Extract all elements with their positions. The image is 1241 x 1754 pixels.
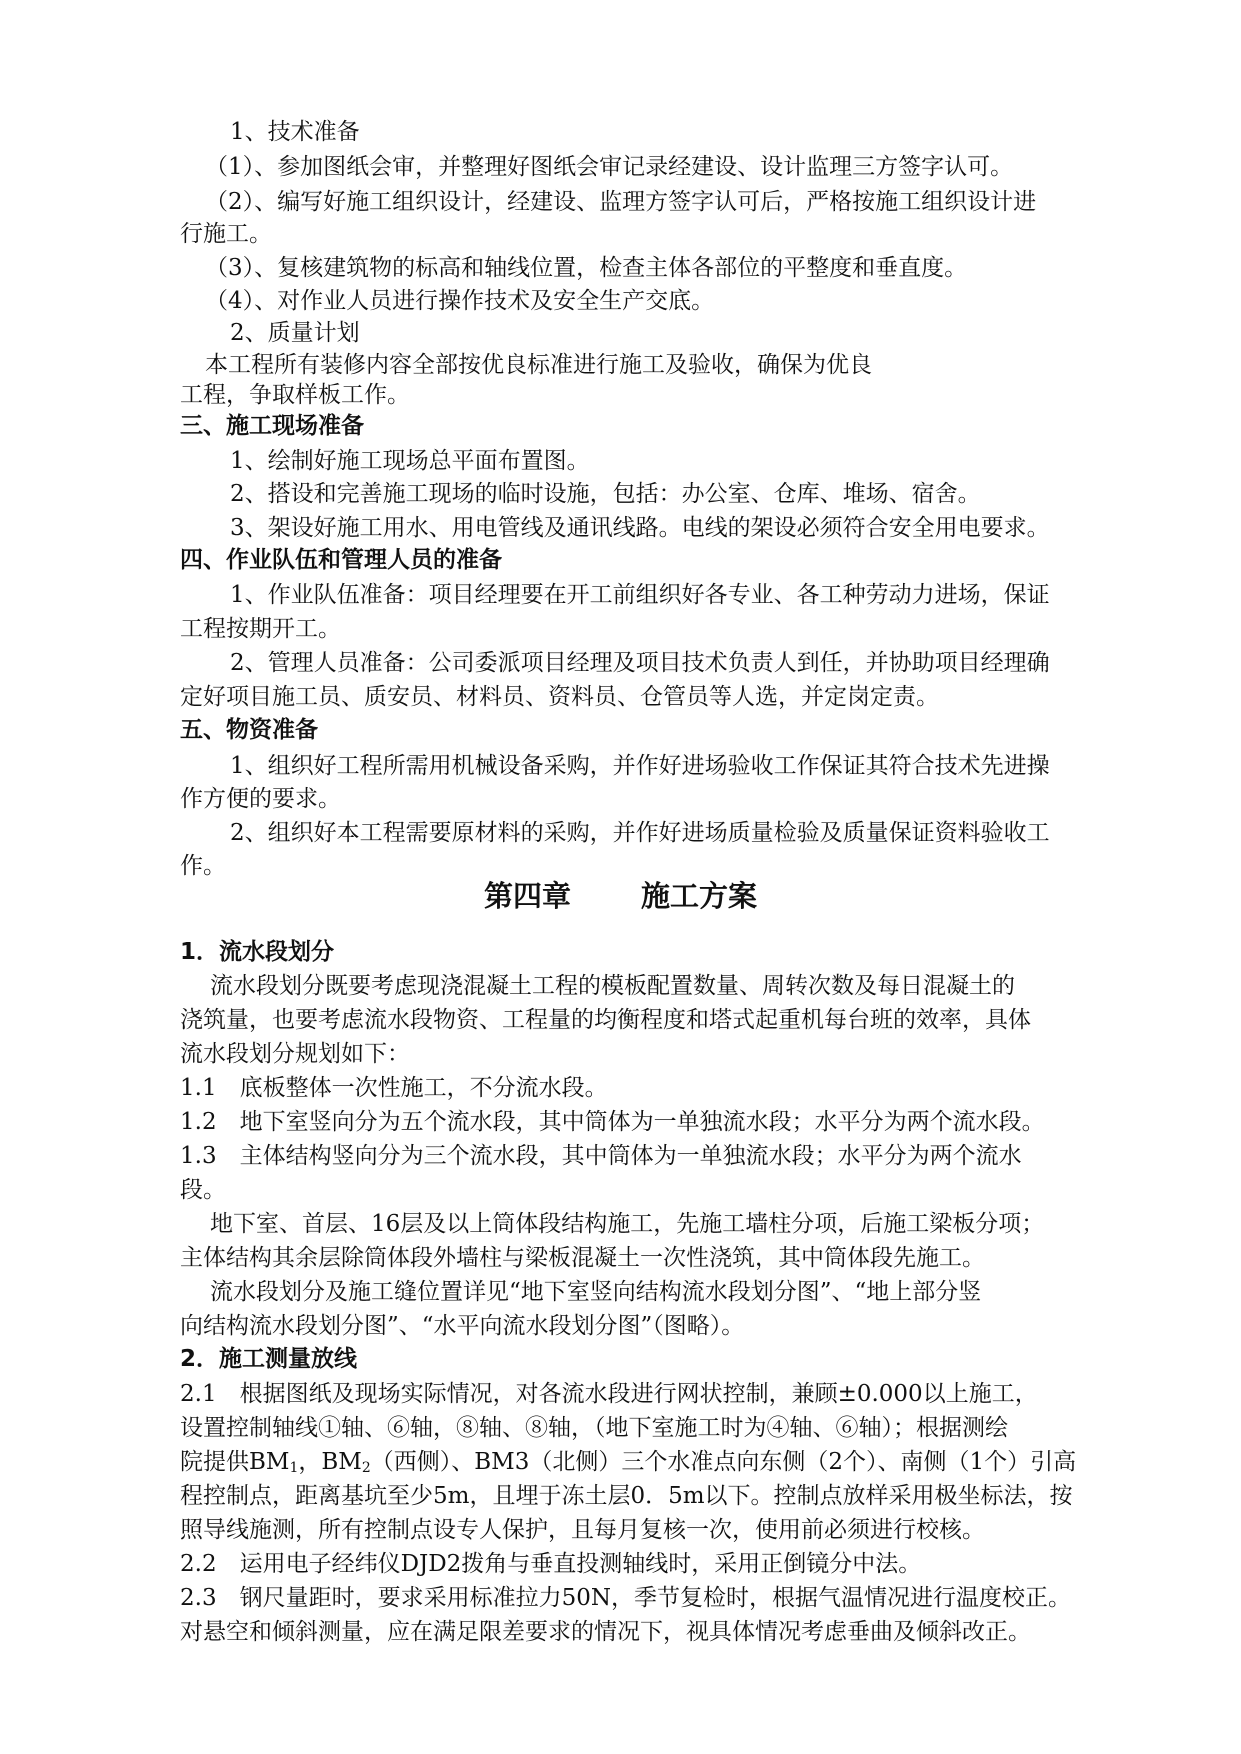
paragraph-line: 程控制点，距离基坑至少5m，且埋于冻土层0．5m以下。控制点放样采用极坐标法，按 — [180, 1483, 1073, 1509]
paragraph-line: （4）、对作业人员进行操作技术及安全生产交底。 — [205, 288, 715, 314]
paragraph-line: 流水段划分既要考虑现浇混凝土工程的模板配置数量、周转次数及每日混凝土的 — [210, 973, 1015, 999]
paragraph-line: 作方便的要求。 — [180, 786, 341, 812]
paragraph-line: 工程，争取样板工作。 — [180, 382, 410, 408]
section-heading-materials-prep: 五、物资准备 — [180, 717, 318, 743]
paragraph-line: 1、作业队伍准备：项目经理要在开工前组织好各专业、各工种劳动力进场，保证 — [230, 582, 1050, 608]
paragraph-line: 对悬空和倾斜测量，应在满足限差要求的情况下，视具体情况考虑垂曲及倾斜改正。 — [180, 1619, 1031, 1645]
paragraph-line: 设置控制轴线①轴、⑥轴，⑧轴、⑧轴，（地下室施工时为④轴、⑥轴）；根据测绘 — [180, 1415, 1008, 1441]
paragraph-line: 浇筑量，也要考虑流水段物资、工程量的均衡程度和塔式起重机每台班的效率，具体 — [180, 1007, 1031, 1033]
section-heading-site-prep: 三、施工现场准备 — [180, 413, 364, 439]
subscript: 2 — [361, 1460, 371, 1476]
subsection-heading-survey: 2．施工测量放线 — [180, 1346, 358, 1372]
paragraph-line: 1.1 底板整体一次性施工，不分流水段。 — [180, 1075, 608, 1101]
paragraph-line: 1.2 地下室竖向分为五个流水段，其中筒体为一单独流水段；水平分为两个流水段。 — [180, 1109, 1045, 1135]
chapter-number: 第四章 — [483, 879, 571, 913]
paragraph-line: 2.2 运用电子经纬仪DJD2拨角与垂直投测轴线时，采用正倒镜分中法。 — [180, 1551, 922, 1577]
paragraph-line: （3）、复核建筑物的标高和轴线位置，检查主体各部位的平整度和垂直度。 — [205, 255, 968, 281]
paragraph-line: 地下室、首层、16层及以上筒体段结构施工，先施工墙柱分项，后施工梁板分项； — [210, 1211, 1045, 1237]
paragraph-line: 本工程所有装修内容全部按优良标准进行施工及验收，确保为优良 — [205, 352, 872, 378]
paragraph-line: 1.3 主体结构竖向分为三个流水段，其中筒体为一单独流水段；水平分为两个流水 — [180, 1143, 1022, 1169]
paragraph-line: 作。 — [180, 853, 226, 879]
paragraph-line: 2、管理人员准备：公司委派项目经理及项目技术负责人到任，并协助项目经理确 — [230, 650, 1050, 676]
paragraph-line: 主体结构其余层除筒体段外墙柱与梁板混凝土一次性浇筑，其中筒体段先施工。 — [180, 1245, 985, 1271]
paragraph-line: 流水段划分规划如下： — [180, 1041, 410, 1067]
paragraph-line: 照导线施测，所有控制点设专人保护，且每月复核一次，使用前必须进行校核。 — [180, 1517, 985, 1543]
text-run: ，BM — [298, 1449, 362, 1475]
paragraph-line: 2.1 根据图纸及现场实际情况，对各流水段进行网状控制，兼顾±0.000以上施工， — [180, 1381, 1038, 1407]
section-heading-team-prep: 四、作业队伍和管理人员的准备 — [180, 547, 502, 573]
chapter-title — [0, 876, 1241, 916]
paragraph-line: 1、组织好工程所需用机械设备采购，并作好进场验收工作保证其符合技术先进操 — [230, 753, 1050, 779]
paragraph-line: 工程按期开工。 — [180, 616, 341, 642]
heading-tech-prep: 1、技术准备 — [230, 119, 360, 145]
paragraph-line: 2、搭设和完善施工现场的临时设施，包括：办公室、仓库、堆场、宿舍。 — [230, 481, 981, 507]
chapter-name: 施工方案 — [641, 879, 758, 913]
paragraph-line: （2）、编写好施工组织设计，经建设、监理方签字认可后，严格按施工组织设计进 — [205, 189, 1037, 215]
heading-quality-plan: 2、质量计划 — [230, 320, 360, 346]
paragraph-line: 流水段划分及施工缝位置详见“地下室竖向结构流水段划分图”、“地上部分竖 — [210, 1279, 982, 1305]
paragraph-line: 1、绘制好施工现场总平面布置图。 — [230, 448, 590, 474]
subsection-heading-flow-sections: 1．流水段划分 — [180, 939, 335, 965]
paragraph-line: 3、架设好施工用水、用电管线及通讯线路。电线的架设必须符合安全用电要求。 — [230, 515, 1050, 541]
text-run: （西侧）、BM3（北侧）三个水准点向东侧（2个）、南侧（1个）引高 — [370, 1449, 1077, 1475]
paragraph-line: 向结构流水段划分图”、“水平向流水段划分图”（图略）。 — [180, 1313, 745, 1339]
paragraph-line: 行施工。 — [180, 221, 272, 247]
subscript: 1 — [289, 1460, 299, 1476]
paragraph-line: 2.3 钢尺量距时，要求采用标准拉力50N，季节复检时，根据气温情况进行温度校正。 — [180, 1585, 1071, 1611]
paragraph-line: （1）、参加图纸会审，并整理好图纸会审记录经建设、设计监理三方签字认可。 — [205, 154, 1014, 180]
paragraph-line — [180, 1447, 1076, 1477]
text-run: 院提供BM — [180, 1449, 290, 1475]
paragraph-line: 2、组织好本工程需要原材料的采购，并作好进场质量检验及质量保证资料验收工 — [230, 820, 1050, 846]
paragraph-line: 段。 — [180, 1177, 226, 1203]
paragraph-line: 定好项目施工员、质安员、材料员、资料员、仓管员等人选，并定岗定责。 — [180, 684, 939, 710]
